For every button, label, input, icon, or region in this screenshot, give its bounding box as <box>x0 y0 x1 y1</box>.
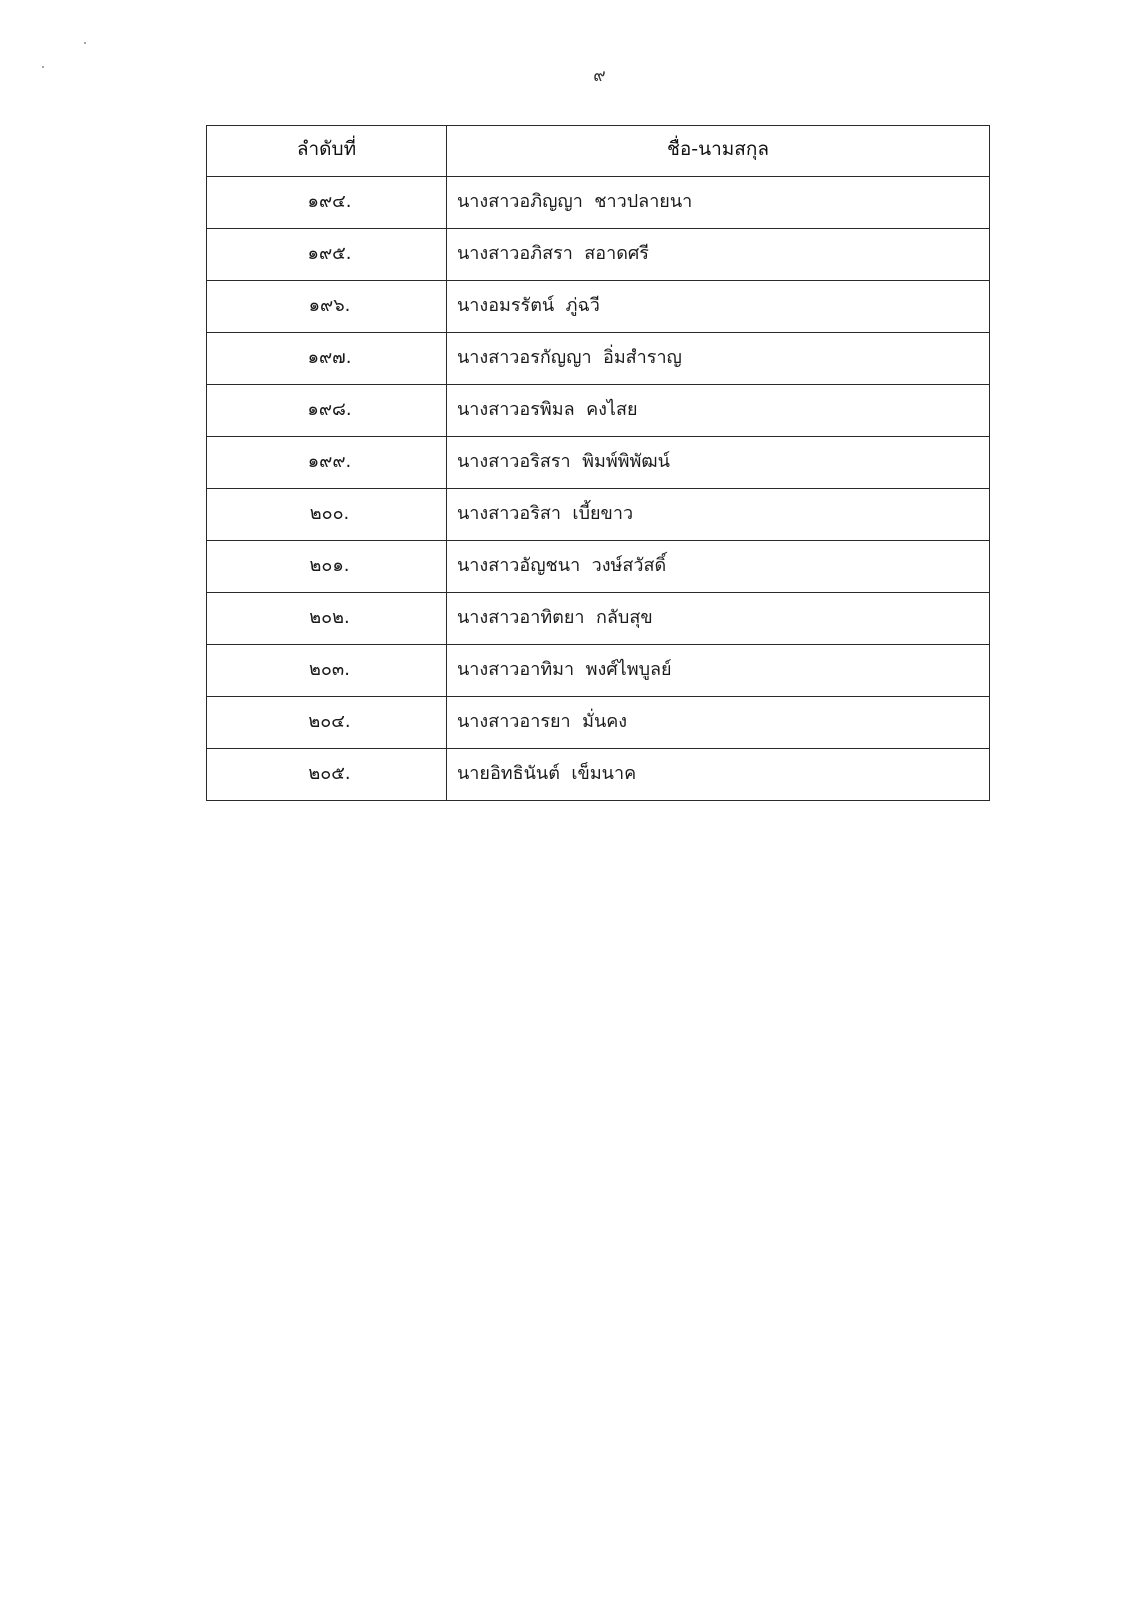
order-number: ๒๐๒. <box>207 593 447 645</box>
table-row <box>207 749 990 801</box>
table-row <box>207 541 990 593</box>
full-name: นางสาวอารยา มั่นคง <box>447 697 990 749</box>
full-name: นางสาวอรพิมล คงไสย <box>447 385 990 437</box>
table-row <box>207 489 990 541</box>
table-row <box>207 385 990 437</box>
full-name: นางสาวอริสรา พิมพ์พิพัฒน์ <box>447 437 990 489</box>
order-number: ๑๙๙. <box>207 437 447 489</box>
scan-speck <box>84 42 86 44</box>
full-name: นางสาวอรกัญญา อิ่มสำราญ <box>447 333 990 385</box>
table-row <box>207 229 990 281</box>
name-list-table <box>206 125 990 801</box>
name-column-header: ชื่อ-นามสกุล <box>447 126 990 177</box>
order-number: ๑๙๗. <box>207 333 447 385</box>
order-number: ๑๙๘. <box>207 385 447 437</box>
full-name: นางสาวอาทิตยา กลับสุข <box>447 593 990 645</box>
table-row <box>207 593 990 645</box>
full-name: นางสาวอาทิมา พงศ์ไพบูลย์ <box>447 645 990 697</box>
full-name: นางสาวอภิสรา สอาดศรี <box>447 229 990 281</box>
table-header-row <box>207 126 990 177</box>
table-row <box>207 697 990 749</box>
order-number: ๑๙๖. <box>207 281 447 333</box>
order-number: ๒๐๐. <box>207 489 447 541</box>
full-name: นางอมรรัตน์ ภู่ฉวี <box>447 281 990 333</box>
full-name: นางสาวอัญชนา วงษ์สวัสดิ์ <box>447 541 990 593</box>
table-row <box>207 333 990 385</box>
full-name: นายอิทธินันต์ เข็มนาค <box>447 749 990 801</box>
order-number: ๒๐๑. <box>207 541 447 593</box>
table-row <box>207 281 990 333</box>
order-number: ๒๐๓. <box>207 645 447 697</box>
full-name: นางสาวอภิญญา ชาวปลายนา <box>447 177 990 229</box>
order-column-header: ลำดับที่ <box>207 126 447 177</box>
order-number: ๑๙๕. <box>207 229 447 281</box>
full-name: นางสาวอริสา เบี้ยขาว <box>447 489 990 541</box>
page-number: ๙ <box>593 66 606 86</box>
order-number: ๒๐๔. <box>207 697 447 749</box>
order-number: ๒๐๕. <box>207 749 447 801</box>
table-row <box>207 645 990 697</box>
table-row <box>207 177 990 229</box>
order-number: ๑๙๔. <box>207 177 447 229</box>
table-row <box>207 437 990 489</box>
